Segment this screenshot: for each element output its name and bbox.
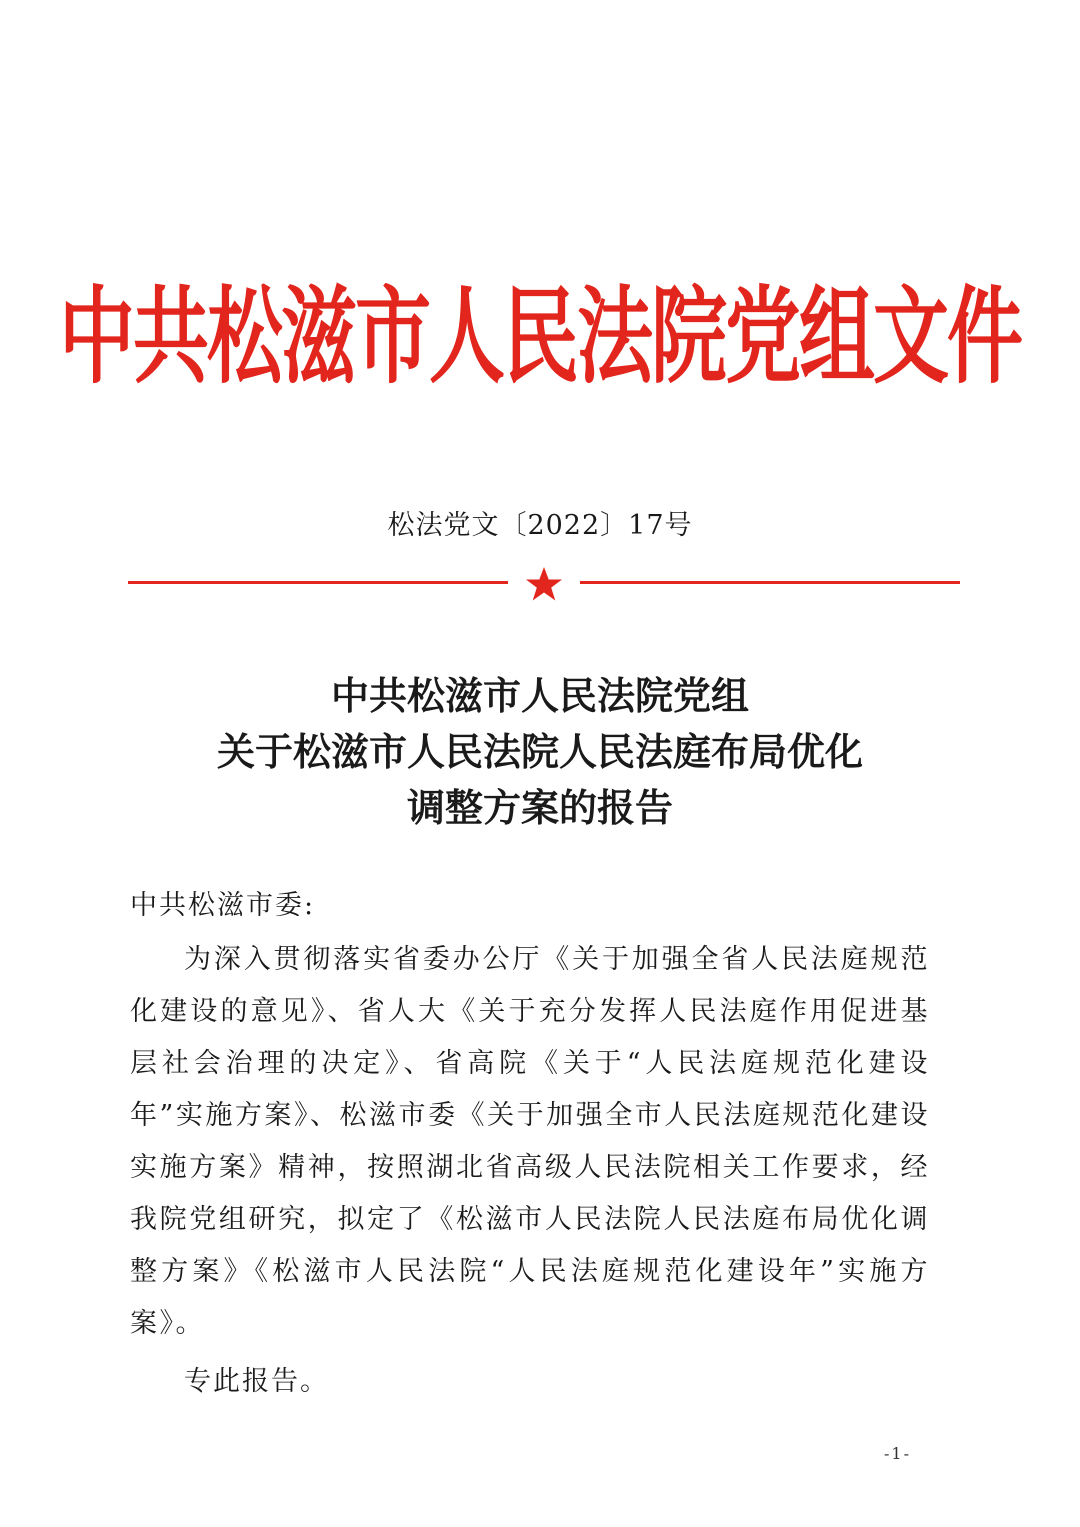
title-line: 调整方案的报告 [406,786,673,830]
document-body [130,878,930,1410]
star-icon [524,566,564,602]
body-paragraph: 为深入贯彻落实省委办公厅《关于加强全省人民法庭规范化建设的意见》、省人大《关于充分发挥人民法庭作用促进基层社会治理的决定》、省高院《关于“人民法庭规范化建设年”实施方案》、松滋市委《关于加强全市人民法庭规范化建设实施方案》精神，按照湖北省高级人民法院相关工作要求，经我院党组研究，拟定了《松滋市人民法院人民法庭布局优化调整方案》《松滋市人民法院“人民法庭规范化建设年”实施方案》。 [130,944,930,1339]
divider-line-left [128,581,508,584]
closing-line: 专此报告。 [184,1366,329,1397]
document-title [0,668,1080,836]
title-line: 关于松滋市人民法院人民法庭布局优化 [216,730,863,774]
salutation: 中共松滋市委: [130,890,316,921]
masthead-title: 中共松滋市人民法院党组文件 [59,274,1021,398]
title-line: 中共松滋市人民法院党组 [330,674,749,718]
red-divider [128,570,960,600]
document-number: 松法党文〔2022〕17号 [387,510,693,541]
divider-line-right [580,581,960,584]
page-number: -1- [884,1444,911,1463]
